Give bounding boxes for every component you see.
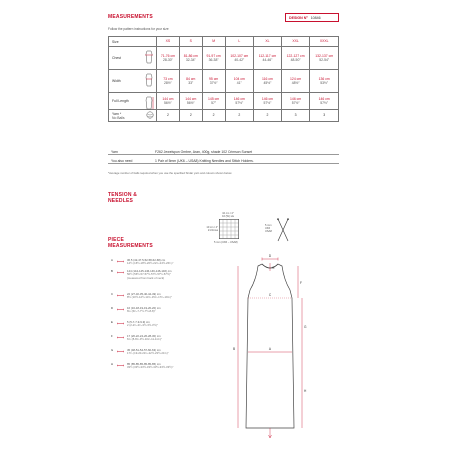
table-cell: 124 cm 48½" [281,70,310,93]
table-cell: 3 [310,110,339,122]
yarn-label: Yarn [111,150,118,154]
tension-title: TENSION & NEEDLES [108,192,138,204]
diagram-label-a: A [268,347,272,351]
design-number-box [285,13,339,22]
table-header-cell: Size [109,37,157,47]
table-cell: 95 cm 37½" [202,70,225,93]
measurements-title: MEASUREMENTS [108,14,153,20]
table-header-row [109,37,339,47]
dress-figure-icon [144,96,154,110]
swatch-left-label: 10 cm / 4" 21 Rows [206,226,218,232]
table-row [109,70,339,93]
dress-schematic-diagram [222,252,332,444]
table-cell: 146 cm 57½" [225,93,254,110]
measurements-subtitle: Follow the pattern instructions for your size [108,27,169,31]
table-header-cell: XL [254,37,282,47]
diagram-label-e: E [272,266,275,270]
table-cell: 144 cm 56½" [179,93,202,110]
diagram-label-c: C [268,293,272,297]
table-cell: 2 [179,110,202,122]
table-cell: 132-137 cm 52-54" [310,47,339,70]
yarn-footnote: *Average number of balls required when you use the specified Sirdar yarn and colours shown below [108,171,232,175]
diagram-label-d: D [268,254,272,258]
also-need-row [108,159,339,164]
table-cell: 84 cm 33" [179,70,202,93]
table-cell: 146 cm 57½" [281,93,310,110]
table-cell: 3 [281,110,310,122]
table-cell: 146 cm 57½" [310,93,339,110]
table-cell: 73 cm 28½" [157,70,180,93]
table-cell: 2 [254,110,282,122]
row-label: Full Length [109,93,157,110]
table-cell: 122-127 cm 48-50" [281,47,310,70]
table-header-cell: XXL [281,37,310,47]
table-cell: 81-86 cm 32-34" [179,47,202,70]
table-cell: 136 cm 53½" [310,70,339,93]
table-header-cell: XS [157,37,180,47]
table-cell: 91-97 cm 36-38" [202,47,225,70]
yarn-value: F262 Jewelspun Ombre, Aran, 400g, shade 102 Crimson Sunset [155,150,253,154]
measurements-table [108,36,339,122]
yarn-ball-icon [146,111,154,119]
table-cell: 2 [202,110,225,122]
table-header-cell: L [225,37,254,47]
yarn-row [108,150,339,155]
table-cell: 112-117 cm 44-46" [254,47,282,70]
needle-size-label: 5 mm UK6 USA8 [265,224,272,234]
table-cell: 116 cm 45½" [254,70,282,93]
table-cell: 144 cm 56½" [157,93,180,110]
table-cell: 102-107 cm 40-42" [225,47,254,70]
also-need-value: 1 Pair of 5mm (UK6 – USA8) Knitting Needles and Stitch Holders. [155,159,254,163]
table-header-cell: XXXL [310,37,339,47]
design-number-value: 10846 [310,15,321,20]
knitting-needles-icon [276,218,290,242]
table-header-cell: M [202,37,225,47]
dress-outline [246,264,294,428]
table-cell: 71-76 cm 28-30" [157,47,180,70]
piece-measurements-title: PIECE MEASUREMENTS [108,237,153,249]
tension-swatch-grid [219,219,239,239]
table-row [109,93,339,110]
diagram-label-g: G [304,325,307,329]
dress-figure-icon [144,73,154,87]
table-cell: 2 [225,110,254,122]
table-header-cell: S [179,37,202,47]
diagram-label-f: F [300,281,302,285]
table-cell: 2 [157,110,180,122]
design-number-label: DESIGN Nº [289,15,308,20]
diagram-label-b: B [233,347,236,351]
dress-figure-icon [144,50,154,64]
diagram-label-h: H [304,389,307,393]
table-cell: 145 cm 57" [202,93,225,110]
swatch-bottom-label: 5 mm (UK6 – USA8) [214,241,238,244]
swatch-top-label: 10 cm / 4" 16 (W) sts [222,212,234,218]
row-label: Yarn * No Balls [109,110,157,122]
table-row [109,47,339,70]
also-need-label: You also need [111,159,133,163]
table-cell: 146 cm 57½" [254,93,282,110]
row-label: Width [109,70,157,93]
table-row [109,110,339,122]
table-cell: 104 cm 41" [225,70,254,93]
row-label: Chest [109,47,157,70]
